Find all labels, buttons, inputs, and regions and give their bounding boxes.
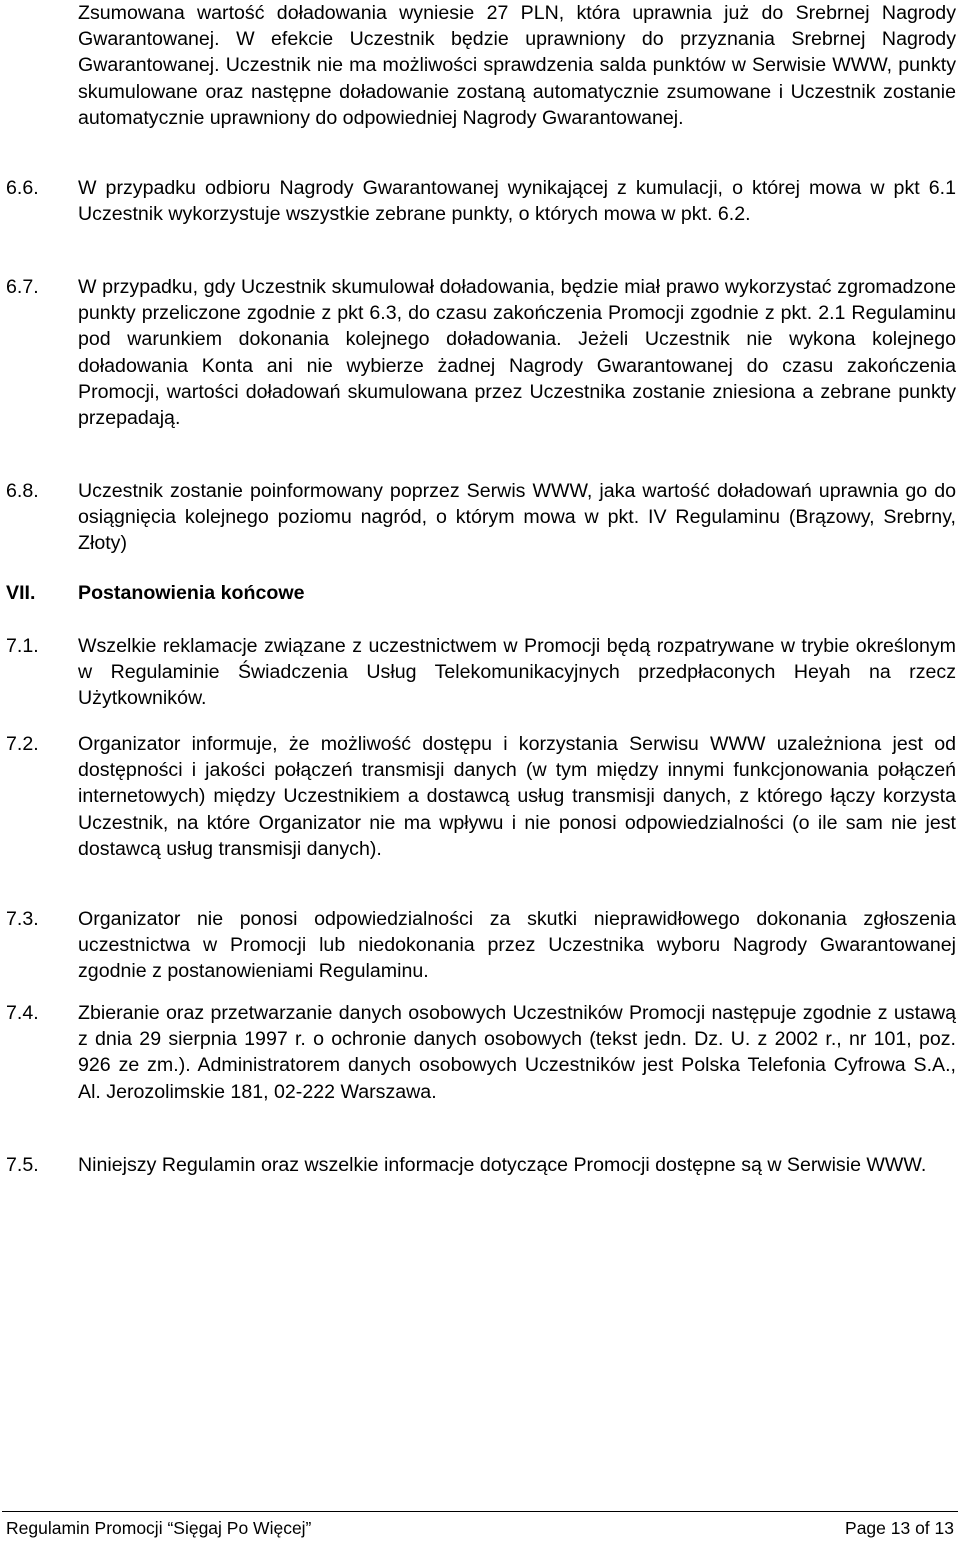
item-text: W przypadku, gdy Uczestnik skumulował doładowania, będzie miał prawo wykorzystać zgromadzone punkty przeliczone zgodnie z pkt 6.3, do czasu zakończenia Promocji zgodnie z pkt. 2.1 Regulaminu pod warunkiem dokonania kolejnego doładowania. Jeżeli Uczestnik nie wykona kolejnego doładowania Konta ani nie wybierze żadnej Nagrody Gwarantowanej do czasu zakończenia Promocji, wartości doładowań skumulowana przez Uczestnika zostanie zniesiona a zebrane punkty przepadają. xyxy=(78,276,956,430)
footer-page-number: Page 13 of 13 xyxy=(845,1518,954,1538)
item-number: 6.6. xyxy=(6,177,39,199)
item-text: Organizator informuje, że możliwość dostępu i korzystania Serwisu WWW uzależniona jest od dostępności i jakości połączeń transmisji danych (w tym między innymi funkcjonowania połączeń internetowych) między Uczestnikiem a dostawcą usług transmisji danych, z którego łączy korzysta Uczestnik, na które Organizator nie ma wpływu i nie ponosi odpowiedzialności (o ile sam nie jest dostawcą usług transmisji danych). xyxy=(78,733,956,860)
section-number: VII. xyxy=(6,582,36,604)
item-number: 7.2. xyxy=(6,733,39,755)
footer-divider xyxy=(2,1511,958,1512)
item-text: Uczestnik zostanie poinformowany poprzez Serwis WWW, jaka wartość doładowań uprawnia go do osiągnięcia kolejnego poziomu nagród, o którym mowa w pkt. IV Regulaminu (Brązowy, Srebrny, Złoty) xyxy=(78,480,956,555)
section-heading: Postanowienia końcowe xyxy=(78,582,305,604)
item-text: Zbieranie oraz przetwarzanie danych osobowych Uczestników Promocji następuje zgodnie z ustawą z dnia 29 sierpnia 1997 r. o ochronie danych osobowych (tekst jedn. Dz. U. z 2002 r., nr 101, poz. 926 ze zm.). Administratorem danych osobowych Uczestników jest Polska Telefonia Cyfrowa S.A., Al. Jerozolimskie 181, 02-222 Warszawa. xyxy=(78,1002,956,1103)
item-text: Niniejszy Regulamin oraz wszelkie informacje dotyczące Promocji dostępne są w Serwisie WWW. xyxy=(78,1154,927,1176)
intro-paragraph: Zsumowana wartość doładowania wyniesie 27 PLN, która uprawnia już do Srebrnej Nagrody Gwarantowanej. W efekcie Uczestnik będzie uprawniony do przyznania Srebrnej Nagrody Gwarantowanej. Uczestnik nie ma możliwości sprawdzenia salda punktów w Serwisie WWW, punkty skumulowane oraz następne doładowanie zostaną automatycznie zsumowane i Uczestnik zostanie automatycznie uprawniony do odpowiedniej Nagrody Gwarantowanej. xyxy=(78,2,956,129)
item-number: 7.3. xyxy=(6,908,39,930)
item-number: 6.8. xyxy=(6,480,39,502)
item-text: W przypadku odbioru Nagrody Gwarantowanej wynikającej z kumulacji, o której mowa w pkt 6.1 Uczestnik wykorzystuje wszystkie zebrane punkty, o których mowa w pkt. 6.2. xyxy=(78,177,956,226)
item-number: 7.4. xyxy=(6,1002,39,1024)
item-number: 7.5. xyxy=(6,1154,39,1176)
item-number: 6.7. xyxy=(6,276,39,298)
item-text: Wszelkie reklamacje związane z uczestnictwem w Promocji będą rozpatrywane w trybie określonym w Regulaminie Świadczenia Usług Telekomunikacyjnych przedpłaconych Heyah na rzecz Użytkowników. xyxy=(78,635,956,710)
item-text: Organizator nie ponosi odpowiedzialności za skutki nieprawidłowego dokonania zgłoszenia uczestnictwa w Promocji lub niedokonania przez Uczestnika wyboru Nagrody Gwarantowanej zgodnie z postanowieniami Regulaminu. xyxy=(78,908,956,983)
footer-document-title: Regulamin Promocji “Sięgaj Po Więcej” xyxy=(6,1518,312,1538)
item-number: 7.1. xyxy=(6,635,39,657)
